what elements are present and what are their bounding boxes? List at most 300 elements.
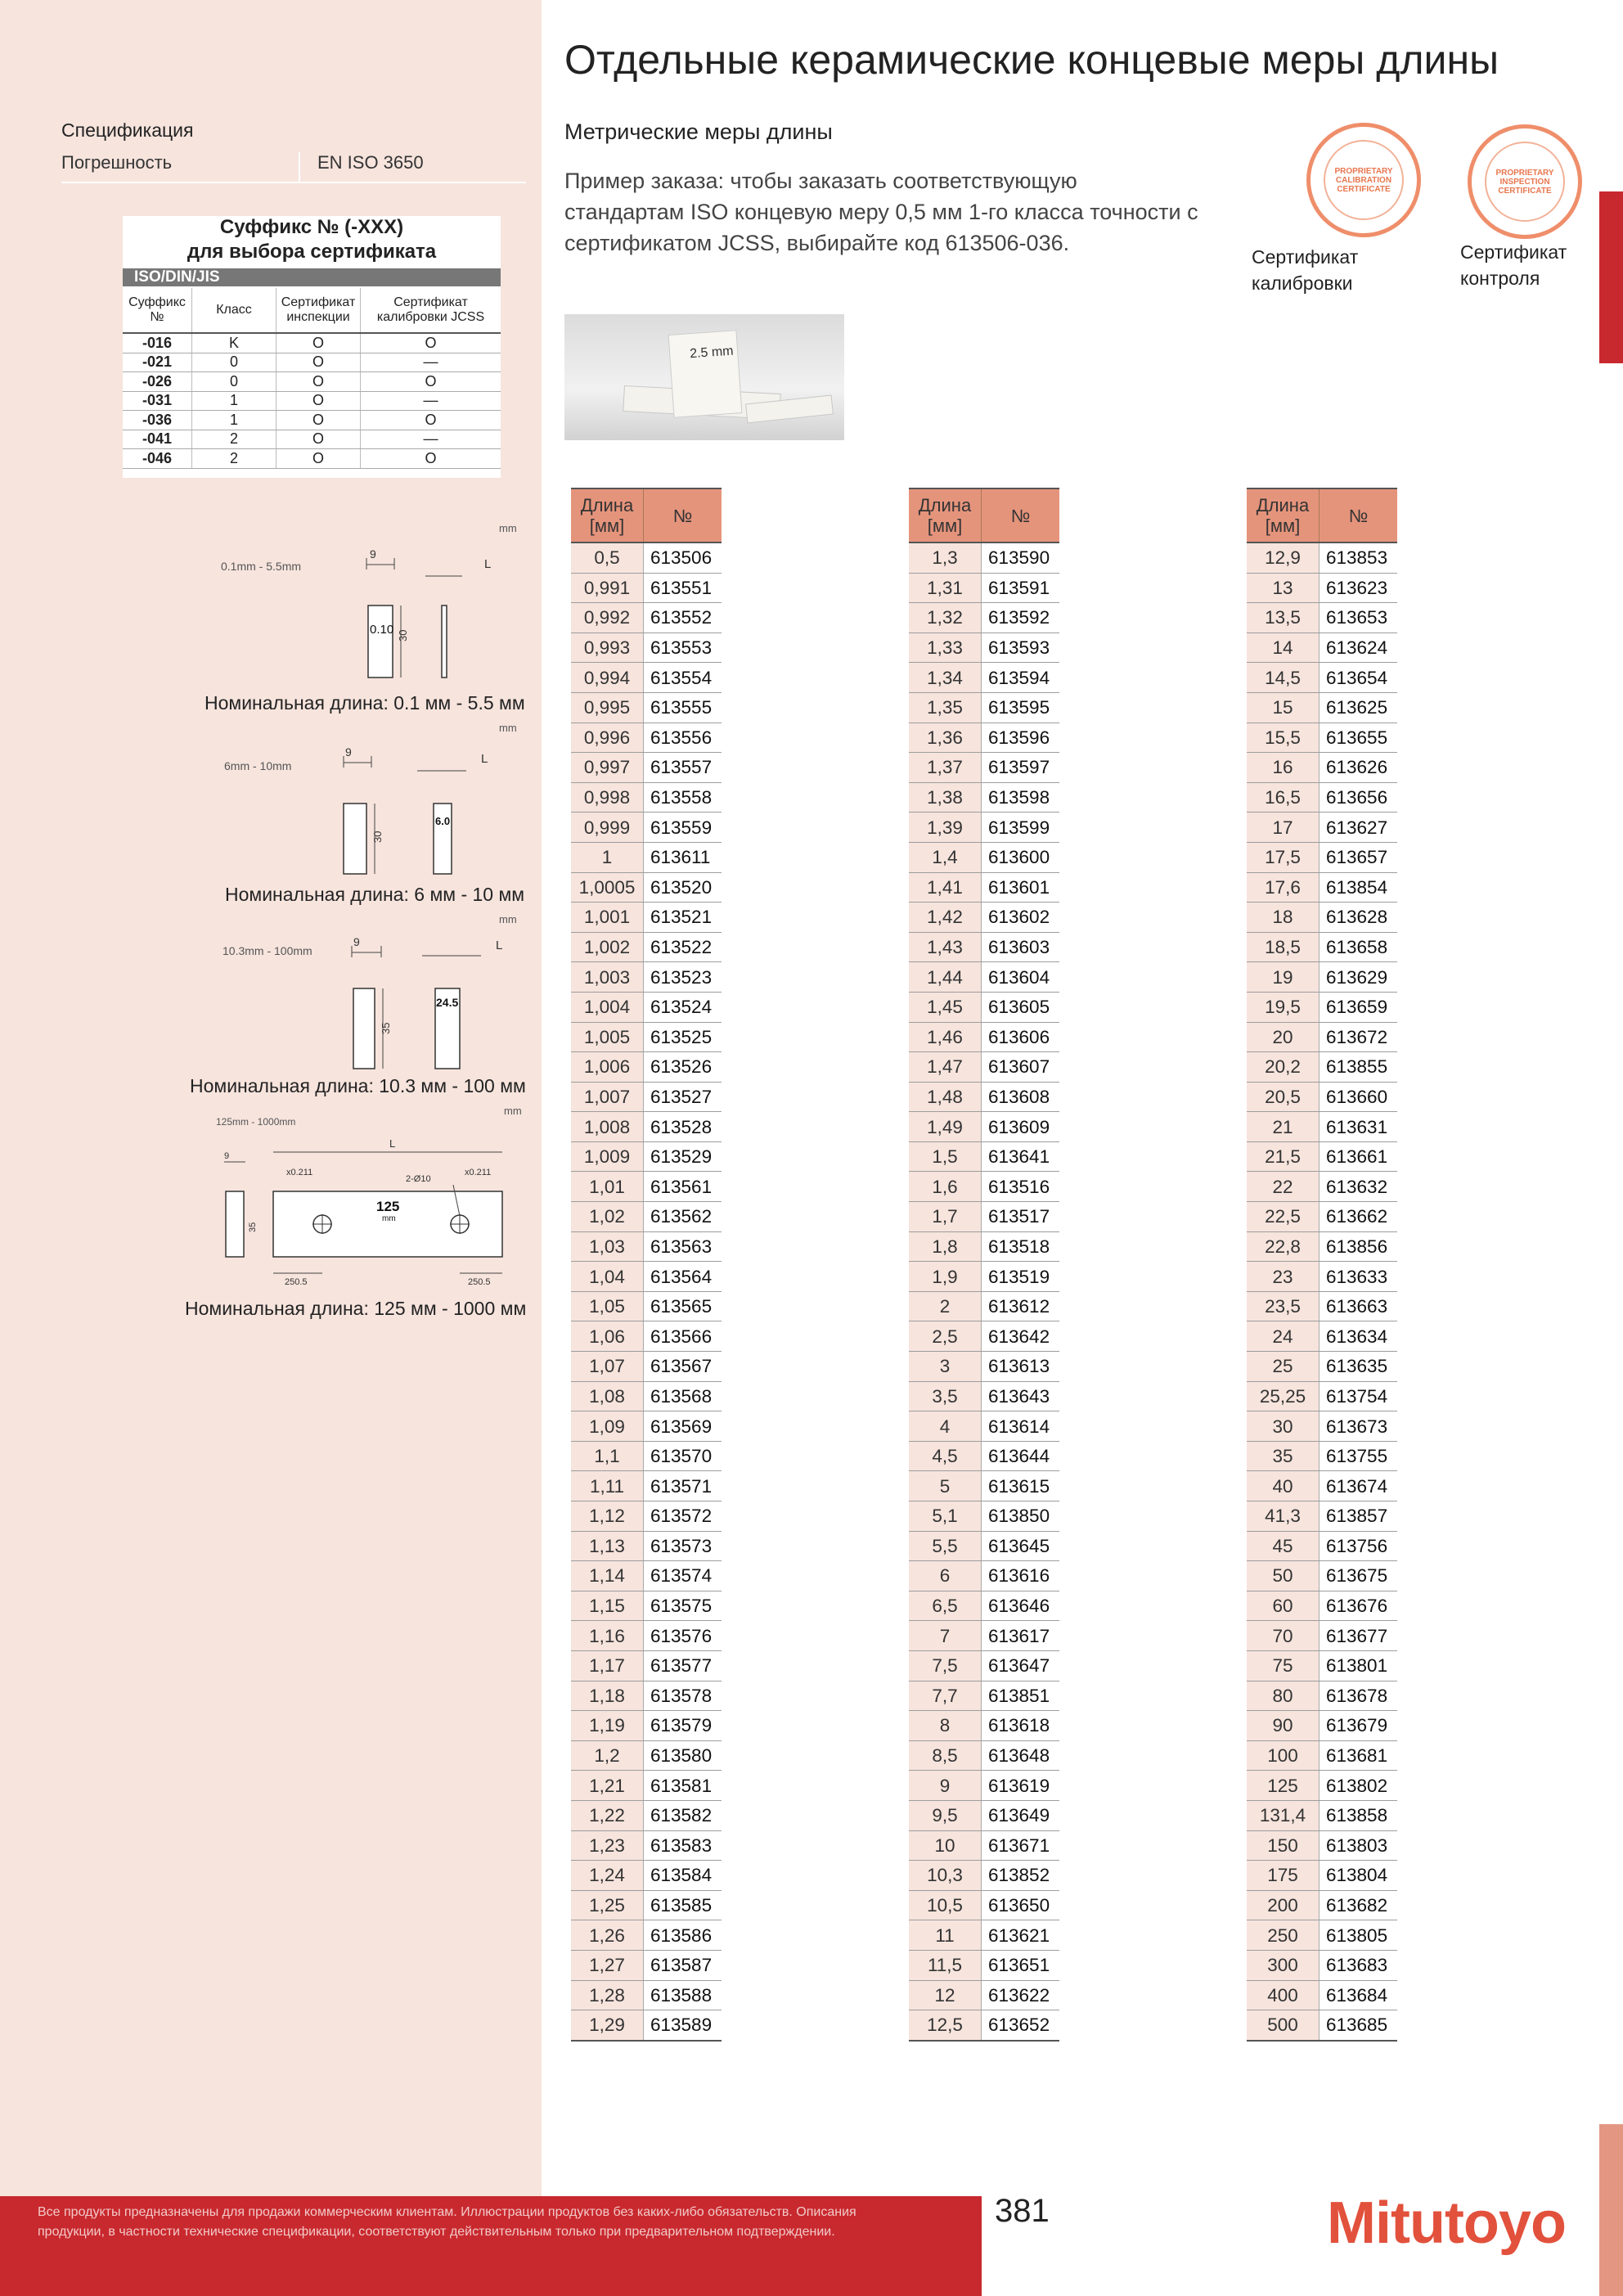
cert-title-line1: Суффикс № (-XXX) (219, 216, 404, 238)
length-cell: 19 (1247, 962, 1320, 993)
length-cell: 1 (571, 842, 644, 872)
table-row (1247, 1830, 1397, 1861)
order-number-cell: 613555 (644, 692, 722, 723)
range-label: 125mm - 1000mm (216, 1116, 296, 1128)
table-row (571, 1052, 722, 1083)
length-cell: 1,18 (571, 1681, 644, 1711)
order-number-cell: 613631 (1320, 1112, 1398, 1142)
length-cell: 1,36 (909, 723, 982, 753)
length-cell: 12,5 (909, 2010, 982, 2041)
table-row (1247, 1980, 1397, 2010)
order-number-cell: 613857 (1320, 1501, 1398, 1532)
order-number-cell: 613583 (644, 1830, 722, 1861)
table-row (909, 1711, 1059, 1741)
spec-value: EN ISO 3650 (317, 152, 424, 173)
length-cell: 20,2 (1247, 1052, 1320, 1083)
table-row (1247, 903, 1397, 933)
table-row (1247, 663, 1397, 693)
table-row (909, 1830, 1059, 1861)
order-number-cell: 613558 (644, 782, 722, 813)
table-row (1247, 753, 1397, 783)
cert-cell: -046 (123, 449, 192, 469)
gauge-drawing-long (216, 1129, 510, 1290)
table-row (571, 842, 722, 872)
inspection-certificate-seal-icon (1468, 124, 1582, 239)
cert-cell: O (361, 411, 501, 430)
order-number-cell: 613614 (982, 1411, 1060, 1442)
range-label: 10.3mm - 100mm (223, 944, 312, 957)
order-number-cell: 613674 (1320, 1471, 1398, 1501)
table-row (909, 1650, 1059, 1681)
order-number-cell: 613621 (982, 1920, 1060, 1951)
order-number-cell: 613850 (982, 1501, 1060, 1532)
length-cell: 25 (1247, 1352, 1320, 1382)
table-row (571, 1202, 722, 1232)
table-row (571, 962, 722, 993)
order-number-cell: 613600 (982, 842, 1060, 872)
length-cell: 1,007 (571, 1082, 644, 1112)
length-cell: 50 (1247, 1561, 1320, 1591)
cert-cell: O (276, 372, 361, 392)
length-cell: 1,1 (571, 1441, 644, 1471)
length-cell: 1,23 (571, 1830, 644, 1861)
page-subtitle: Метрические меры длины (564, 119, 833, 144)
table-row (909, 1561, 1059, 1591)
length-cell: 1,43 (909, 932, 982, 962)
table-row (1247, 633, 1397, 663)
table-row (1247, 1141, 1397, 1172)
header-length: Длина [мм] (1247, 488, 1320, 542)
order-number-cell: 613589 (644, 2010, 722, 2041)
length-cell: 0,994 (571, 663, 644, 693)
length-cell: 18,5 (1247, 932, 1320, 962)
length-table-1 (571, 488, 722, 2042)
length-cell: 1,003 (571, 962, 644, 993)
table-row (909, 723, 1059, 753)
edge-left-dimension: 250.5 (285, 1277, 308, 1287)
order-number-cell: 613586 (644, 1920, 722, 1951)
unit-label: mm (499, 522, 517, 534)
order-number-cell: 613525 (644, 1022, 722, 1052)
table-row (1247, 1112, 1397, 1142)
cert-row (123, 449, 501, 469)
table-row (1247, 692, 1397, 723)
length-cell: 1,33 (909, 633, 982, 663)
order-number-cell: 613635 (1320, 1352, 1398, 1382)
order-number-cell: 613756 (1320, 1531, 1398, 1561)
length-cell: 1,13 (571, 1531, 644, 1561)
table-row (909, 1291, 1059, 1321)
cert-grid (123, 288, 501, 469)
order-number-cell: 613755 (1320, 1441, 1398, 1471)
order-number-cell: 613603 (982, 932, 1060, 962)
order-number-cell: 613618 (982, 1711, 1060, 1741)
length-cell: 1,07 (571, 1352, 644, 1382)
order-number-cell: 613657 (1320, 842, 1398, 872)
order-number-cell: 613527 (644, 1082, 722, 1112)
order-number-cell: 613663 (1320, 1291, 1398, 1321)
gauge-block-photo (668, 330, 743, 418)
height-dimension: 35 (380, 1022, 392, 1034)
table-row (909, 1471, 1059, 1501)
length-cell: 16,5 (1247, 782, 1320, 813)
table-row (571, 872, 722, 903)
cert-cell: 1 (192, 391, 276, 411)
order-number-cell: 613656 (1320, 782, 1398, 813)
cert-cell: 0 (192, 372, 276, 392)
table-row (1247, 1740, 1397, 1771)
table-row (571, 1740, 722, 1771)
length-cell: 1,5 (909, 1141, 982, 1172)
order-number-cell: 613529 (644, 1141, 722, 1172)
length-cell: 1,39 (909, 813, 982, 843)
order-number-cell: 613571 (644, 1471, 722, 1501)
table-row (909, 1321, 1059, 1352)
table-row (909, 903, 1059, 933)
order-number-cell: 613803 (1320, 1830, 1398, 1861)
table-row (909, 603, 1059, 633)
order-number-cell: 613644 (982, 1441, 1060, 1471)
table-row (1247, 1022, 1397, 1052)
order-number-cell: 613581 (644, 1771, 722, 1801)
edge-tab-pink (1599, 2124, 1623, 2296)
gauge-face-text: 24.5 (436, 996, 459, 1009)
order-number-cell: 613524 (644, 992, 722, 1022)
length-cell: 1,6 (909, 1172, 982, 1202)
cert-cell: O (276, 449, 361, 469)
table-row (571, 573, 722, 603)
gauge-face-unit: mm (382, 1214, 396, 1223)
length-cell: 2 (909, 1291, 982, 1321)
length-cell: 12 (909, 1980, 982, 2010)
length-cell: 21 (1247, 1112, 1320, 1142)
table-row (909, 992, 1059, 1022)
table-row (909, 542, 1059, 573)
length-cell: 1,09 (571, 1411, 644, 1442)
table-row (571, 1112, 722, 1142)
order-number-cell: 613661 (1320, 1141, 1398, 1172)
order-number-cell: 613804 (1320, 1861, 1398, 1891)
length-cell: 150 (1247, 1830, 1320, 1861)
length-cell: 1,9 (909, 1262, 982, 1292)
cert-cell: -016 (123, 333, 192, 353)
order-number-cell: 613643 (982, 1381, 1060, 1411)
table-row (909, 1022, 1059, 1052)
cert-title-line2: для выбора сертификата (187, 241, 437, 263)
seal-caption-line1: Сертификат (1252, 246, 1359, 268)
length-cell: 15 (1247, 692, 1320, 723)
order-number-cell: 613615 (982, 1471, 1060, 1501)
order-number-cell: 613852 (982, 1861, 1060, 1891)
length-cell: 1,11 (571, 1471, 644, 1501)
order-number-cell: 613684 (1320, 1980, 1398, 2010)
table-row (1247, 1591, 1397, 1621)
table-row (571, 603, 722, 633)
spec-divider (299, 152, 300, 182)
header-length: Длина [мм] (909, 488, 982, 542)
order-number-cell: 613553 (644, 633, 722, 663)
order-number-cell: 613608 (982, 1082, 1060, 1112)
length-cell: 1,49 (909, 1112, 982, 1142)
length-cell: 7,5 (909, 1650, 982, 1681)
table-row (571, 1681, 722, 1711)
table-row (1247, 1711, 1397, 1741)
table-row (571, 1411, 722, 1442)
table-row (909, 1591, 1059, 1621)
caption-long: Номинальная длина: 125 мм - 1000 мм (185, 1298, 527, 1319)
table-row (571, 1381, 722, 1411)
length-cell: 19,5 (1247, 992, 1320, 1022)
length-cell: 1,2 (571, 1740, 644, 1771)
order-number-cell: 613682 (1320, 1890, 1398, 1920)
order-number-cell: 613677 (1320, 1621, 1398, 1651)
cert-cell: -036 (123, 411, 192, 430)
order-number-cell: 613572 (644, 1501, 722, 1532)
cert-cell: — (361, 391, 501, 411)
table-row (1247, 1441, 1397, 1471)
table-row (1247, 1681, 1397, 1711)
length-cell: 200 (1247, 1890, 1320, 1920)
order-number-cell: 613592 (982, 603, 1060, 633)
gauge-drawing-small (344, 543, 507, 691)
length-cell: 1,47 (909, 1052, 982, 1083)
height-dimension: 35 (248, 1222, 258, 1232)
length-cell: 12,9 (1247, 542, 1320, 573)
length-cell: 1,26 (571, 1920, 644, 1951)
edge-tab-red (1599, 191, 1623, 363)
length-cell: 1,04 (571, 1262, 644, 1292)
table-row (1247, 1082, 1397, 1112)
cert-cell: -021 (123, 353, 192, 372)
order-number-cell: 613611 (644, 842, 722, 872)
cert-cell: -031 (123, 391, 192, 411)
table-row (571, 932, 722, 962)
length-cell: 0,999 (571, 813, 644, 843)
length-cell: 1,14 (571, 1561, 644, 1591)
table-row (909, 1082, 1059, 1112)
length-cell: 1,21 (571, 1771, 644, 1801)
photo-face-text: 2.5 mm (689, 344, 735, 362)
length-cell: 23 (1247, 1262, 1320, 1292)
table-row (571, 663, 722, 693)
order-number-cell: 613805 (1320, 1920, 1398, 1951)
order-number-cell: 613624 (1320, 633, 1398, 663)
table-row (1247, 1650, 1397, 1681)
length-cell: 1,8 (909, 1231, 982, 1262)
order-number-cell: 613654 (1320, 663, 1398, 693)
order-number-cell: 613568 (644, 1381, 722, 1411)
length-cell: 8 (909, 1711, 982, 1741)
cert-cell: O (361, 333, 501, 353)
cert-band-label: ISO/DIN/JIS (134, 268, 220, 286)
order-number-cell: 613650 (982, 1890, 1060, 1920)
table-row (1247, 992, 1397, 1022)
length-table-2 (909, 488, 1059, 2042)
table-row (571, 1561, 722, 1591)
order-number-cell: 613564 (644, 1262, 722, 1292)
table-row (1247, 1321, 1397, 1352)
length-cell: 45 (1247, 1531, 1320, 1561)
table-row (1247, 1172, 1397, 1202)
table-row (571, 1291, 722, 1321)
order-number-cell: 613554 (644, 663, 722, 693)
length-cell: 5,5 (909, 1531, 982, 1561)
order-number-cell: 613561 (644, 1172, 722, 1202)
length-cell: 17,5 (1247, 842, 1320, 872)
table-row (909, 1262, 1059, 1292)
header-number: № (1320, 488, 1398, 542)
table-row (909, 1800, 1059, 1830)
spec-row (61, 152, 526, 183)
length-cell: 1,32 (909, 603, 982, 633)
cert-cell: O (276, 411, 361, 430)
table-row (571, 1262, 722, 1292)
gauge-face-text: 0.10 (370, 623, 394, 637)
length-cell: 3,5 (909, 1381, 982, 1411)
length-cell: 1,006 (571, 1052, 644, 1083)
order-number-cell: 613567 (644, 1352, 722, 1382)
order-number-cell: 613671 (982, 1830, 1060, 1861)
order-number-cell: 613574 (644, 1561, 722, 1591)
order-number-cell: 613655 (1320, 723, 1398, 753)
gauge-face-text: 125 (376, 1199, 400, 1214)
length-cell: 1,28 (571, 1980, 644, 2010)
cert-cell: 0 (192, 353, 276, 372)
cert-cell: O (276, 333, 361, 353)
length-cell: 1,7 (909, 1202, 982, 1232)
length-cell: 18 (1247, 903, 1320, 933)
length-cell: 15,5 (1247, 723, 1320, 753)
table-row (909, 1890, 1059, 1920)
table-row (571, 1890, 722, 1920)
table-row (909, 1381, 1059, 1411)
order-number-cell: 613516 (982, 1172, 1060, 1202)
length-cell: 1,31 (909, 573, 982, 603)
cert-row (123, 430, 501, 449)
length-cell: 70 (1247, 1621, 1320, 1651)
table-row (909, 1920, 1059, 1951)
caption-small: Номинальная длина: 0.1 мм - 5.5 мм (205, 692, 525, 714)
length-cell: 9 (909, 1771, 982, 1801)
cert-cell: K (192, 333, 276, 353)
calibration-certificate-seal-icon (1306, 123, 1421, 237)
table-row (909, 1052, 1059, 1083)
table-row (909, 1531, 1059, 1561)
order-number-cell: 613623 (1320, 573, 1398, 603)
table-row (1247, 1471, 1397, 1501)
page-number: 381 (995, 2193, 1050, 2229)
length-cell: 9,5 (909, 1800, 982, 1830)
table-row (1247, 1381, 1397, 1411)
cert-cell: O (361, 449, 501, 469)
order-number-cell: 613801 (1320, 1650, 1398, 1681)
length-cell: 6,5 (909, 1591, 982, 1621)
order-number-cell: 613613 (982, 1352, 1060, 1382)
length-cell: 100 (1247, 1740, 1320, 1771)
spec-label: Погрешность (61, 152, 173, 173)
seal-text: PROPRIETARY CALIBRATION CERTIFICATE (1324, 140, 1404, 220)
order-number-cell: 613607 (982, 1052, 1060, 1083)
order-number-cell: 613562 (644, 1202, 722, 1232)
position-right: x0.211 (465, 1168, 492, 1177)
length-cell: 7 (909, 1621, 982, 1651)
table-row (571, 633, 722, 663)
order-number-cell: 613676 (1320, 1591, 1398, 1621)
length-cell: 1,12 (571, 1501, 644, 1532)
product-photo (564, 314, 844, 440)
table-row (1247, 1052, 1397, 1083)
length-cell: 1,27 (571, 1950, 644, 1980)
edge-right-dimension: 250.5 (468, 1277, 491, 1287)
table-row (1247, 1861, 1397, 1891)
table-row (571, 1800, 722, 1830)
length-cell: 10,5 (909, 1890, 982, 1920)
length-cell: 10 (909, 1830, 982, 1861)
table-row (909, 1172, 1059, 1202)
height-dimension: 30 (371, 831, 384, 843)
length-cell: 25,25 (1247, 1381, 1320, 1411)
length-cell: 22,5 (1247, 1202, 1320, 1232)
length-cell: 1,004 (571, 992, 644, 1022)
unit-label: mm (499, 722, 517, 734)
table-row (1247, 872, 1397, 903)
order-number-cell: 613595 (982, 692, 1060, 723)
length-cell: 10,3 (909, 1861, 982, 1891)
order-number-cell: 613590 (982, 542, 1060, 573)
length-cell: 1,005 (571, 1022, 644, 1052)
length-table-3 (1247, 488, 1397, 2042)
length-cell: 7,7 (909, 1681, 982, 1711)
length-cell: 1,25 (571, 1890, 644, 1920)
order-number-cell: 613653 (1320, 603, 1398, 633)
order-number-cell: 613528 (644, 1112, 722, 1142)
length-cell: 90 (1247, 1711, 1320, 1741)
cert-cell: 2 (192, 449, 276, 469)
order-number-cell: 613585 (644, 1890, 722, 1920)
length-cell: 125 (1247, 1771, 1320, 1801)
table-row (1247, 1531, 1397, 1561)
length-cell: 14,5 (1247, 663, 1320, 693)
table-row (571, 903, 722, 933)
table-row (909, 962, 1059, 993)
table-row (1247, 1411, 1397, 1442)
order-number-cell: 613601 (982, 872, 1060, 903)
length-cell: 41,3 (1247, 1501, 1320, 1532)
length-cell: 1,17 (571, 1650, 644, 1681)
table-row (1247, 932, 1397, 962)
length-cell: 250 (1247, 1920, 1320, 1951)
order-number-cell: 613573 (644, 1531, 722, 1561)
order-number-cell: 613658 (1320, 932, 1398, 962)
table-row (571, 1650, 722, 1681)
order-number-cell: 613578 (644, 1681, 722, 1711)
length-cell: 1,001 (571, 903, 644, 933)
seal-caption-line1: Сертификат (1460, 241, 1567, 263)
order-number-cell: 613649 (982, 1800, 1060, 1830)
length-cell: 2,5 (909, 1321, 982, 1352)
order-number-cell: 613518 (982, 1231, 1060, 1262)
cert-cell: O (276, 391, 361, 411)
order-number-cell: 613678 (1320, 1681, 1398, 1711)
table-row (909, 633, 1059, 663)
table-row (909, 753, 1059, 783)
order-number-cell: 613626 (1320, 753, 1398, 783)
length-cell: 1,42 (909, 903, 982, 933)
length-cell: 1,29 (571, 2010, 644, 2041)
order-number-cell: 613579 (644, 1711, 722, 1741)
order-number-cell: 613598 (982, 782, 1060, 813)
table-row (1247, 1501, 1397, 1532)
